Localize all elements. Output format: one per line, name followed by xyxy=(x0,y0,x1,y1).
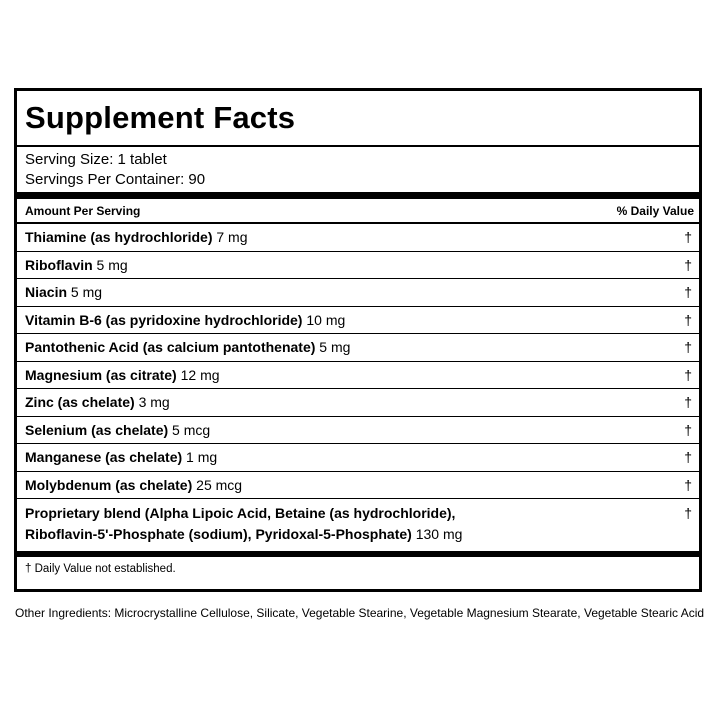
nutrient-amount: 12 mg xyxy=(176,366,220,383)
other-ingredients: Other Ingredients: Microcrystalline Cellulose, Silicate, Vegetable Stearine, Vegetable Magnesium Stearate, Vegetable Stearic Acid xyxy=(15,606,705,620)
proprietary-blend-line2: Riboflavin-5'-Phosphate (sodium), Pyridoxal-5-Phosphate) xyxy=(25,526,412,542)
panel-title: Supplement Facts xyxy=(17,91,699,147)
daily-value-mark: † xyxy=(684,284,692,301)
proprietary-blend-line1: Proprietary blend (Alpha Lipoic Acid, Betaine (as hydrochloride), xyxy=(25,505,456,521)
nutrient-row xyxy=(17,307,699,335)
daily-value-mark: † xyxy=(684,476,692,493)
nutrient-name: Magnesium (as citrate) xyxy=(25,366,177,383)
nutrient-amount: 25 mcg xyxy=(192,476,243,493)
nutrient-row xyxy=(17,334,699,362)
nutrient-name: Vitamin B-6 (as pyridoxine hydrochloride) xyxy=(25,311,303,328)
nutrient-row xyxy=(17,279,699,307)
nutrient-name: Thiamine (as hydrochloride) xyxy=(25,229,213,246)
proprietary-blend-amount: 130 mg xyxy=(411,526,463,542)
daily-value-mark: † xyxy=(684,394,692,411)
nutrient-row xyxy=(17,389,699,417)
nutrient-row xyxy=(17,224,699,252)
nutrient-amount: 5 mg xyxy=(315,339,351,356)
nutrient-row xyxy=(17,252,699,280)
nutrient-amount: 5 mcg xyxy=(168,421,211,438)
daily-value-mark: † xyxy=(684,229,692,246)
daily-value-mark: † xyxy=(684,366,692,383)
nutrient-amount: 5 mg xyxy=(92,256,128,273)
nutrient-amount: 1 mg xyxy=(182,449,218,466)
supplement-facts-panel xyxy=(14,88,702,592)
nutrient-name: Zinc (as chelate) xyxy=(25,394,135,411)
amount-per-serving-label: Amount Per Serving xyxy=(25,203,141,218)
servings-per-container: Servings Per Container: 90 xyxy=(25,171,206,188)
nutrient-name: Selenium (as chelate) xyxy=(25,421,169,438)
nutrient-name: Molybdenum (as chelate) xyxy=(25,476,193,493)
nutrient-row xyxy=(17,444,699,472)
amount-per-serving-header xyxy=(17,199,699,224)
nutrient-amount: 7 mg xyxy=(212,229,248,246)
nutrient-amount: 5 mg xyxy=(67,284,103,301)
nutrient-amount: 10 mg xyxy=(302,311,346,328)
nutrient-name: Pantothenic Acid (as calcium pantothenate) xyxy=(25,339,316,356)
nutrient-row xyxy=(17,472,699,500)
footnote: † Daily Value not established. xyxy=(25,563,176,575)
daily-value-mark: † xyxy=(684,339,692,356)
nutrient-name: Niacin xyxy=(25,284,68,301)
nutrient-name: Manganese (as chelate) xyxy=(25,449,183,466)
daily-value-mark: † xyxy=(684,421,692,438)
proprietary-blend-row xyxy=(17,499,699,547)
daily-value-mark: † xyxy=(684,505,692,521)
daily-value-mark: † xyxy=(684,311,692,328)
nutrient-amount: 3 mg xyxy=(134,394,170,411)
thick-divider xyxy=(17,192,699,199)
nutrient-row xyxy=(17,362,699,390)
daily-value-mark: † xyxy=(684,256,692,273)
daily-value-mark: † xyxy=(684,449,692,466)
nutrient-name: Riboflavin xyxy=(25,256,93,273)
daily-value-label: % Daily Value xyxy=(616,203,694,218)
nutrient-row xyxy=(17,417,699,445)
serving-info xyxy=(17,147,699,192)
serving-size: Serving Size: 1 tablet xyxy=(25,151,167,168)
